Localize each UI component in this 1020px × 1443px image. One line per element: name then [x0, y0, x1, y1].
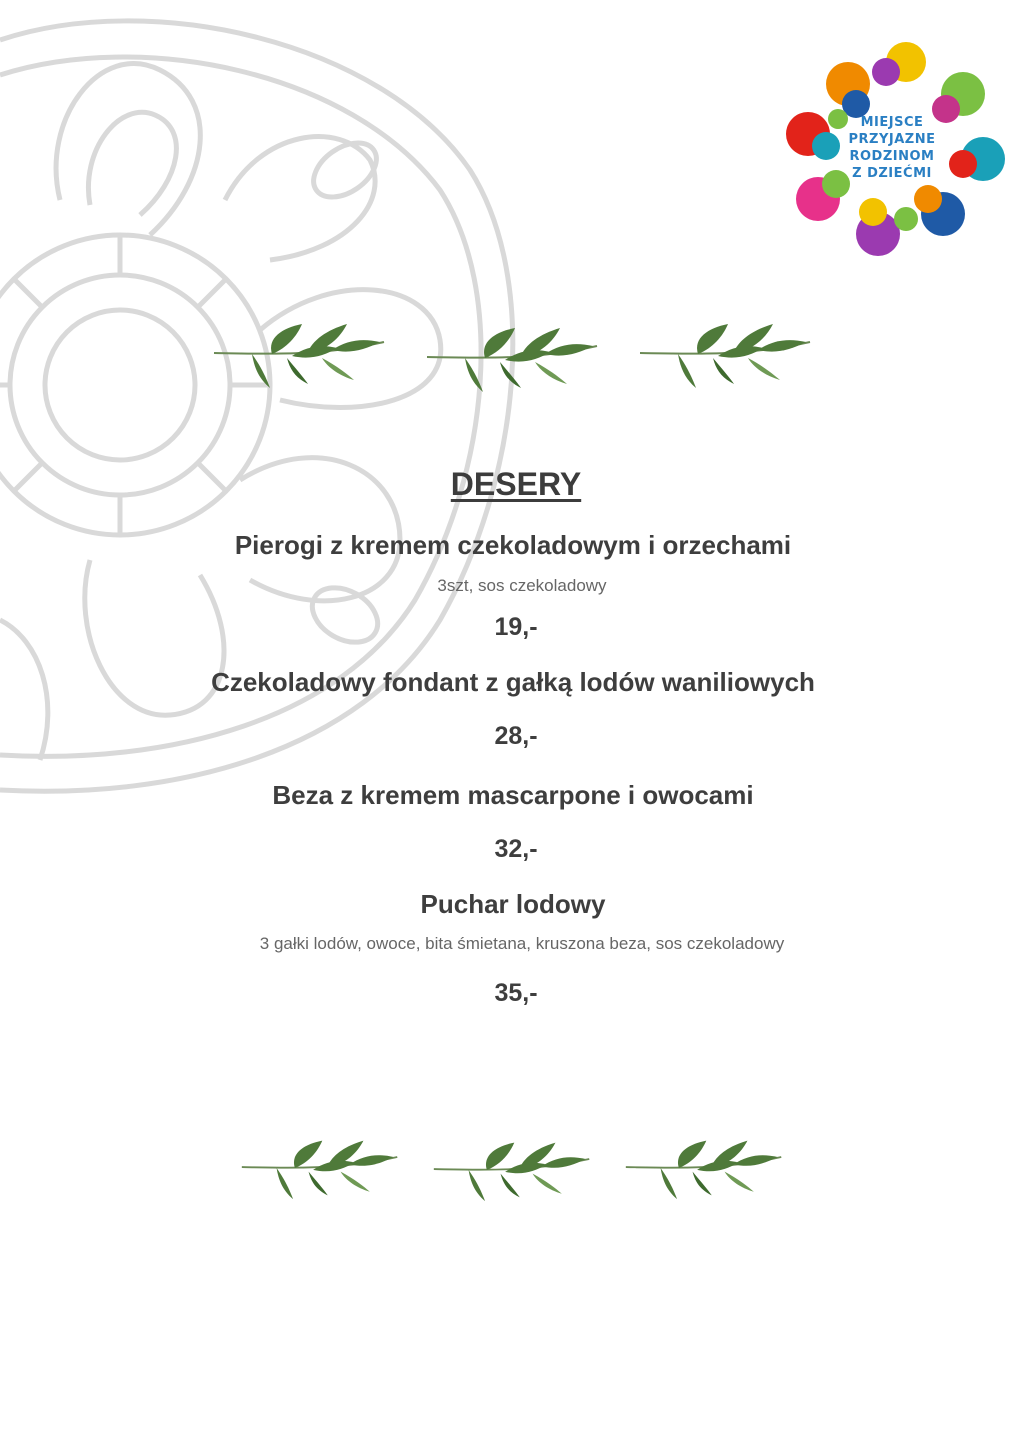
logo-text [822, 114, 962, 182]
dish-description: 3szt, sos czekoladowy [437, 576, 607, 595]
dish-price: 35,- [494, 979, 538, 1007]
dish-price: 19,- [494, 613, 538, 641]
section-title: DESERY [450, 466, 582, 502]
logo-line-4: Z DZIEĆMI [852, 166, 932, 181]
dish-name: Beza z kremem mascarpone i owocami [272, 780, 754, 810]
olive-branch-icon [425, 322, 600, 394]
dish-description: 3 gałki lodów, owoce, bita śmietana, kruszona beza, sos czekoladowy [259, 934, 785, 953]
family-friendly-logo [778, 34, 1008, 264]
dish-name: Pierogi z kremem czekoladowym i orzechami [234, 530, 792, 560]
dish-name: Puchar lodowy [420, 889, 606, 919]
olive-branch-icon [624, 1134, 784, 1202]
logo-line-3: RODZINOM [849, 149, 935, 164]
logo-line-2: PRZYJAZNE [848, 132, 936, 147]
olive-branch-icon [432, 1136, 592, 1204]
dish-price: 32,- [494, 835, 538, 863]
logo-line-1: MIEJSCE [860, 115, 924, 130]
olive-branch-icon [638, 318, 813, 390]
olive-branch-icon [240, 1134, 400, 1202]
dish-price: 28,- [494, 722, 538, 750]
dish-name: Czekoladowy fondant z gałką lodów waniliowych [211, 667, 815, 697]
olive-branch-icon [212, 318, 387, 390]
